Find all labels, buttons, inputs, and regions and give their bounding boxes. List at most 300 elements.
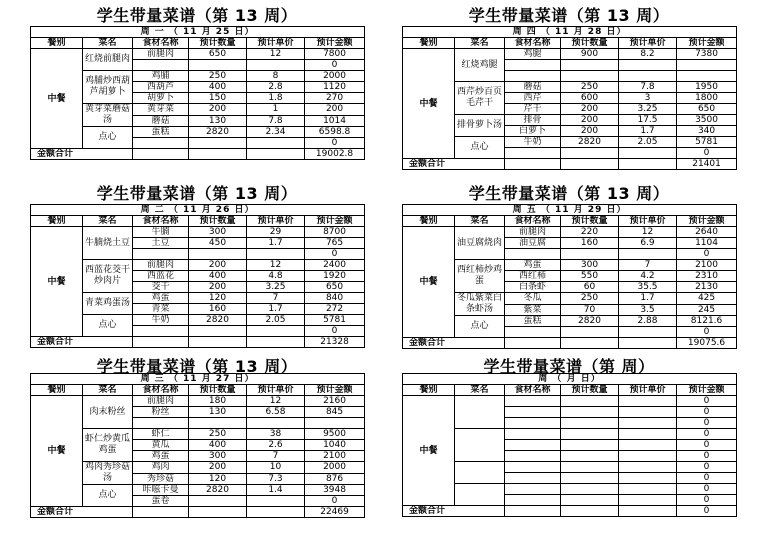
column-header: 食材名称 <box>505 385 561 396</box>
column-header: 预计数量 <box>561 38 619 49</box>
total-row <box>403 338 737 349</box>
unit-price-cell <box>247 496 305 507</box>
amount-cell: 0 <box>677 407 737 418</box>
quantity-cell: 300 <box>189 451 247 462</box>
amount-cell: 845 <box>305 407 365 418</box>
ingredient-cell: 油豆腐 <box>505 238 561 249</box>
panel-title: 学生带量菜谱（第 13 周） <box>468 6 670 25</box>
column-header: 预计数量 <box>561 216 619 227</box>
amount-cell: 0 <box>305 249 365 260</box>
column-header: 食材名称 <box>133 216 189 227</box>
dish-name-cell: 冬瓜紫菜白条虾汤 <box>455 293 505 316</box>
ingredient-cell: 西红柿 <box>505 271 561 282</box>
amount-cell: 8700 <box>305 227 365 238</box>
menu-table <box>402 373 737 517</box>
unit-price-cell <box>619 418 677 429</box>
ingredient-cell: 西蓝花 <box>133 271 189 282</box>
menu-table <box>30 26 365 160</box>
amount-cell: 0 <box>677 327 737 338</box>
ingredient-cell: 前腿肉 <box>133 260 189 271</box>
menu-panel <box>30 357 364 532</box>
unit-price-cell <box>619 327 677 338</box>
empty-cell <box>505 338 561 349</box>
empty-cell <box>133 149 189 160</box>
amount-cell: 1104 <box>677 238 737 249</box>
unit-price-cell: 6.58 <box>247 407 305 418</box>
quantity-cell: 2820 <box>189 485 247 496</box>
ingredient-cell: 西芹 <box>505 93 561 104</box>
quantity-cell: 160 <box>561 238 619 249</box>
amount-cell: 425 <box>677 293 737 305</box>
dish-name-cell: 点心 <box>83 485 133 507</box>
unit-price-cell: 10 <box>247 462 305 474</box>
ingredient-cell: 蛋卷 <box>133 496 189 507</box>
unit-price-cell: 1.7 <box>247 304 305 315</box>
empty-cell <box>619 506 677 517</box>
column-header: 餐别 <box>403 216 455 227</box>
amount-cell <box>677 60 737 71</box>
amount-cell: 5781 <box>677 137 737 148</box>
amount-cell: 0 <box>677 440 737 451</box>
unit-price-cell <box>619 249 677 260</box>
column-header: 菜名 <box>83 216 133 227</box>
table-header-row <box>403 38 737 49</box>
column-header: 餐别 <box>31 385 83 396</box>
ingredient-cell: 鸡腿 <box>505 49 561 60</box>
unit-price-cell: 7.8 <box>619 82 677 93</box>
unit-price-cell <box>247 138 305 149</box>
ingredient-cell <box>505 327 561 338</box>
unit-price-cell: 29 <box>247 227 305 238</box>
quantity-cell: 650 <box>189 49 247 60</box>
menu-panel <box>30 6 364 181</box>
unit-price-cell <box>619 451 677 462</box>
ingredient-cell <box>505 249 561 260</box>
quantity-cell: 300 <box>189 227 247 238</box>
quantity-cell: 400 <box>189 440 247 451</box>
amount-cell: 2100 <box>677 260 737 271</box>
amount-cell: 0 <box>305 138 365 149</box>
amount-cell: 2400 <box>305 260 365 271</box>
amount-cell: 2640 <box>677 227 737 238</box>
column-header: 菜名 <box>83 38 133 49</box>
quantity-cell: 220 <box>561 227 619 238</box>
total-row <box>403 506 737 517</box>
amount-cell: 1120 <box>305 82 365 93</box>
unit-price-cell <box>619 60 677 71</box>
unit-price-cell: 6.9 <box>619 238 677 249</box>
unit-price-cell: 12 <box>247 260 305 271</box>
ingredient-cell <box>133 249 189 260</box>
week-date-line: 周 四 （ 11 月 28 日） <box>403 27 737 38</box>
dish-name-cell: 红烧鸡腿 <box>455 49 505 82</box>
ingredient-cell: 紫菜 <box>505 304 561 316</box>
ingredient-cell: 牛奶 <box>505 137 561 148</box>
unit-price-cell: 12 <box>247 396 305 407</box>
unit-price-cell: 4.2 <box>619 271 677 282</box>
ingredient-cell: 黄瓜 <box>133 440 189 451</box>
ingredient-cell: 白条虾 <box>505 282 561 293</box>
quantity-cell <box>561 60 619 71</box>
column-header: 菜名 <box>455 385 505 396</box>
column-header: 餐别 <box>403 38 455 49</box>
week-date-line: 周 三 （ 11 月 27 日） <box>31 374 365 385</box>
total-amount: 21328 <box>305 337 365 348</box>
column-header: 预计数量 <box>189 38 247 49</box>
column-header: 预计金额 <box>677 38 737 49</box>
ingredient-cell: 牛奶 <box>133 315 189 326</box>
unit-price-cell: 7 <box>247 451 305 462</box>
total-amount: 0 <box>677 506 737 517</box>
ingredient-cell: 鸡蛋 <box>133 451 189 462</box>
unit-price-cell: 2.05 <box>247 315 305 326</box>
table-row <box>403 396 737 407</box>
quantity-cell: 150 <box>189 93 247 104</box>
amount-cell: 0 <box>677 396 737 407</box>
unit-price-cell: 8.2 <box>619 49 677 60</box>
ingredient-cell: 蛋糕 <box>505 316 561 327</box>
amount-cell: 9500 <box>305 429 365 440</box>
amount-cell: 765 <box>305 238 365 249</box>
amount-cell: 2100 <box>305 451 365 462</box>
ingredient-cell <box>505 440 561 451</box>
amount-cell: 0 <box>677 473 737 484</box>
dish-name-cell <box>455 462 505 484</box>
column-header: 食材名称 <box>133 38 189 49</box>
total-label: 金额合计 <box>31 507 133 518</box>
meal-type-cell: 中餐 <box>403 49 455 159</box>
unit-price-cell: 2.05 <box>619 137 677 148</box>
column-header: 菜名 <box>83 385 133 396</box>
quantity-cell: 900 <box>561 49 619 60</box>
unit-price-cell <box>247 249 305 260</box>
quantity-cell <box>189 418 247 429</box>
empty-cell <box>561 159 619 170</box>
amount-cell: 0 <box>305 60 365 71</box>
amount-cell: 200 <box>305 104 365 116</box>
unit-price-cell <box>619 484 677 495</box>
unit-price-cell <box>619 473 677 484</box>
empty-cell <box>189 337 247 348</box>
amount-cell: 2130 <box>677 282 737 293</box>
column-header: 预计单价 <box>619 38 677 49</box>
panel-title: 学生带量菜谱（第 13 周） <box>96 184 298 203</box>
unit-price-cell <box>619 462 677 473</box>
unit-price-cell <box>247 418 305 429</box>
amount-cell: 0 <box>677 148 737 159</box>
dish-name-cell: 油豆腐烧肉 <box>455 227 505 260</box>
amount-cell: 840 <box>305 293 365 304</box>
column-header: 餐别 <box>31 216 83 227</box>
total-amount: 22469 <box>305 507 365 518</box>
amount-cell: 2160 <box>305 396 365 407</box>
quantity-cell <box>189 249 247 260</box>
empty-cell <box>247 149 305 160</box>
quantity-cell: 400 <box>189 82 247 93</box>
unit-price-cell: 7.8 <box>247 115 305 127</box>
ingredient-cell <box>505 407 561 418</box>
quantity-cell <box>561 484 619 495</box>
total-label: 金额合计 <box>403 338 505 349</box>
ingredient-cell <box>505 495 561 506</box>
unit-price-cell: 1.7 <box>619 293 677 305</box>
total-amount: 21401 <box>677 159 737 170</box>
quantity-cell: 250 <box>189 429 247 440</box>
dish-name-cell: 点心 <box>83 127 133 149</box>
quantity-cell <box>189 138 247 149</box>
amount-cell: 1014 <box>305 115 365 127</box>
amount-cell: 7800 <box>305 49 365 60</box>
ingredient-cell: 白萝卜 <box>505 126 561 137</box>
ingredient-cell <box>133 326 189 337</box>
quantity-cell <box>561 418 619 429</box>
quantity-cell: 2820 <box>189 127 247 138</box>
unit-price-cell: 1.8 <box>247 93 305 104</box>
quantity-cell <box>561 473 619 484</box>
panel-title: 学生带量菜谱（第 周） <box>483 357 655 376</box>
quantity-cell: 130 <box>189 115 247 127</box>
amount-cell: 245 <box>677 304 737 316</box>
dish-name-cell <box>455 396 505 429</box>
unit-price-cell: 7.3 <box>247 473 305 485</box>
menu-table <box>402 204 737 349</box>
total-row <box>31 507 365 518</box>
quantity-cell <box>561 440 619 451</box>
column-header: 预计数量 <box>189 385 247 396</box>
quantity-cell <box>561 462 619 473</box>
quantity-cell: 200 <box>561 115 619 126</box>
ingredient-cell: 排骨 <box>505 115 561 126</box>
menu-table <box>30 204 365 348</box>
unit-price-cell <box>619 71 677 82</box>
quantity-cell: 200 <box>561 126 619 137</box>
ingredient-cell: 牛腩 <box>133 227 189 238</box>
amount-cell: 0 <box>677 484 737 495</box>
week-date-line: 周 五 （ 11 月 29 日） <box>403 205 737 216</box>
quantity-cell: 2820 <box>561 137 619 148</box>
quantity-cell <box>189 496 247 507</box>
total-label: 金额合计 <box>403 506 505 517</box>
amount-cell: 2000 <box>305 462 365 474</box>
unit-price-cell: 1 <box>247 104 305 116</box>
ingredient-cell <box>505 429 561 440</box>
quantity-cell: 250 <box>561 293 619 305</box>
amount-cell: 0 <box>305 326 365 337</box>
ingredient-cell <box>133 60 189 71</box>
column-header: 预计数量 <box>189 216 247 227</box>
ingredient-cell: 青菜 <box>133 304 189 315</box>
ingredient-cell: 前腿肉 <box>133 49 189 60</box>
unit-price-cell: 1.4 <box>247 485 305 496</box>
amount-cell: 3500 <box>677 115 737 126</box>
quantity-cell <box>561 148 619 159</box>
unit-price-cell: 2.8 <box>247 82 305 93</box>
menu-table <box>30 373 365 518</box>
unit-price-cell: 3.25 <box>619 104 677 115</box>
dish-name-cell: 黄芽菜蘑菇汤 <box>83 104 133 127</box>
ingredient-cell <box>505 418 561 429</box>
table-header-row <box>403 385 737 396</box>
column-header: 预计单价 <box>247 216 305 227</box>
amount-cell: 0 <box>305 496 365 507</box>
amount-cell: 1920 <box>305 271 365 282</box>
dish-name-cell <box>455 429 505 462</box>
unit-price-cell <box>619 440 677 451</box>
dish-name-cell: 点心 <box>455 316 505 338</box>
ingredient-cell: 蛋糕 <box>133 127 189 138</box>
dish-name-cell: 鸡脯炒西葫芦胡萝卜 <box>83 71 133 104</box>
amount-cell <box>677 71 737 82</box>
ingredient-cell <box>505 451 561 462</box>
table-header-row <box>403 216 737 227</box>
quantity-cell <box>561 407 619 418</box>
dish-name-cell: 点心 <box>455 137 505 159</box>
column-header: 预计金额 <box>677 385 737 396</box>
dish-name-cell: 点心 <box>83 315 133 337</box>
week-date-line: 周 一 （ 11 月 25 日） <box>31 27 365 38</box>
amount-cell: 650 <box>305 282 365 293</box>
amount-cell: 3948 <box>305 485 365 496</box>
dish-name-cell: 肉末粉丝 <box>83 396 133 429</box>
column-header: 菜名 <box>455 216 505 227</box>
amount-cell: 0 <box>677 495 737 506</box>
table-header-row <box>31 385 365 396</box>
unit-price-cell <box>619 148 677 159</box>
quantity-cell: 60 <box>561 282 619 293</box>
dish-name-cell: 排骨萝卜汤 <box>455 115 505 137</box>
amount-cell: 340 <box>677 126 737 137</box>
ingredient-cell <box>505 484 561 495</box>
quantity-cell: 120 <box>189 473 247 485</box>
quantity-cell: 70 <box>561 304 619 316</box>
unit-price-cell <box>619 407 677 418</box>
column-header: 食材名称 <box>505 38 561 49</box>
unit-price-cell: 38 <box>247 429 305 440</box>
quantity-cell: 450 <box>189 238 247 249</box>
dish-name-cell: 青菜鸡蛋汤 <box>83 293 133 315</box>
amount-cell: 1950 <box>677 82 737 93</box>
quantity-cell: 550 <box>561 271 619 282</box>
column-header: 餐别 <box>403 385 455 396</box>
column-header: 预计单价 <box>619 216 677 227</box>
table-row <box>31 396 365 407</box>
unit-price-cell: 12 <box>619 227 677 238</box>
ingredient-cell: 蘑菇 <box>133 115 189 127</box>
ingredient-cell: 鸡蛋 <box>505 260 561 271</box>
quantity-cell: 200 <box>189 282 247 293</box>
quantity-cell: 130 <box>189 407 247 418</box>
total-row <box>403 159 737 170</box>
empty-cell <box>505 159 561 170</box>
quantity-cell: 2820 <box>189 315 247 326</box>
empty-cell <box>505 506 561 517</box>
amount-cell: 2000 <box>305 71 365 82</box>
table-row <box>403 49 737 60</box>
ingredient-cell: 鸡肉 <box>133 462 189 474</box>
quantity-cell <box>189 326 247 337</box>
empty-cell <box>189 507 247 518</box>
empty-cell <box>189 149 247 160</box>
quantity-cell <box>561 71 619 82</box>
quantity-cell: 250 <box>561 82 619 93</box>
ingredient-cell: 土豆 <box>133 238 189 249</box>
menu-panel <box>402 6 736 181</box>
amount-cell: 0 <box>677 418 737 429</box>
unit-price-cell: 2.34 <box>247 127 305 138</box>
dish-name-cell: 牛腩烧土豆 <box>83 227 133 260</box>
table-row <box>31 49 365 60</box>
quantity-cell: 200 <box>189 260 247 271</box>
ingredient-cell <box>505 473 561 484</box>
unit-price-cell: 4.8 <box>247 271 305 282</box>
column-header: 菜名 <box>455 38 505 49</box>
quantity-cell: 120 <box>189 293 247 304</box>
column-header: 食材名称 <box>133 385 189 396</box>
quantity-cell: 160 <box>189 304 247 315</box>
panel-title: 学生带量菜谱（第 13 周） <box>96 357 298 376</box>
unit-price-cell: 8 <box>247 71 305 82</box>
unit-price-cell: 3 <box>619 93 677 104</box>
ingredient-cell: 咔嗞卡曼 <box>133 485 189 496</box>
dish-name-cell: 西蓝花茭干炒肉片 <box>83 260 133 293</box>
dish-name-cell: 西芹炒百页毛芹干 <box>455 82 505 115</box>
ingredient-cell: 虾仁 <box>133 429 189 440</box>
amount-cell: 1800 <box>677 93 737 104</box>
amount-cell: 8121.6 <box>677 316 737 327</box>
menu-panel <box>30 184 364 359</box>
total-amount: 19075.6 <box>677 338 737 349</box>
quantity-cell: 200 <box>189 104 247 116</box>
column-header: 预计金额 <box>305 385 365 396</box>
ingredient-cell <box>133 138 189 149</box>
table-header-row <box>31 216 365 227</box>
meal-type-cell: 中餐 <box>31 49 83 149</box>
ingredient-cell: 茭干 <box>133 282 189 293</box>
ingredient-cell <box>505 462 561 473</box>
meal-type-cell: 中餐 <box>31 227 83 337</box>
unit-price-cell <box>619 429 677 440</box>
unit-price-cell: 1.7 <box>619 126 677 137</box>
ingredient-cell <box>133 418 189 429</box>
amount-cell <box>305 418 365 429</box>
ingredient-cell: 西葫芦 <box>133 82 189 93</box>
amount-cell: 2310 <box>677 271 737 282</box>
unit-price-cell: 35.5 <box>619 282 677 293</box>
quantity-cell: 250 <box>189 71 247 82</box>
ingredient-cell <box>505 396 561 407</box>
amount-cell: 0 <box>677 249 737 260</box>
total-label: 金额合计 <box>31 337 133 348</box>
quantity-cell <box>561 249 619 260</box>
unit-price-cell: 2.6 <box>247 440 305 451</box>
amount-cell: 0 <box>677 462 737 473</box>
column-header: 预计金额 <box>305 216 365 227</box>
unit-price-cell: 3.25 <box>247 282 305 293</box>
amount-cell: 272 <box>305 304 365 315</box>
amount-cell: 876 <box>305 473 365 485</box>
column-header: 预计单价 <box>247 385 305 396</box>
ingredient-cell: 前腿肉 <box>505 227 561 238</box>
ingredient-cell: 鸡脯 <box>133 71 189 82</box>
menu-table <box>402 26 737 170</box>
dish-name-cell: 红烧前腿肉 <box>83 49 133 71</box>
amount-cell: 0 <box>677 451 737 462</box>
unit-price-cell: 2.88 <box>619 316 677 327</box>
dish-name-cell: 虾仁炒黄瓜鸡蛋 <box>83 429 133 462</box>
quantity-cell: 180 <box>189 396 247 407</box>
ingredient-cell: 前腿肉 <box>133 396 189 407</box>
empty-cell <box>247 507 305 518</box>
